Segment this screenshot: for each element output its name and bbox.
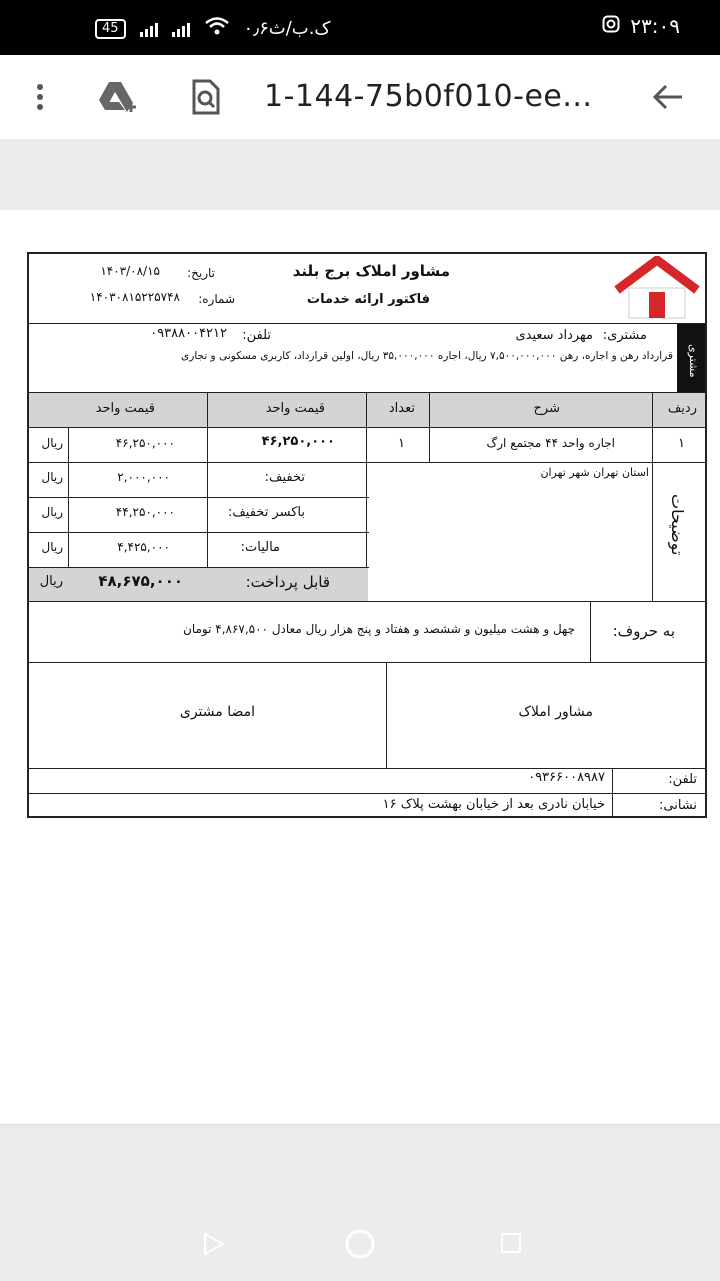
item-row-number: ۱	[678, 436, 685, 451]
header-unit-price: قیمت واحد	[265, 401, 325, 416]
clock: ۲۳:۰۹	[630, 14, 680, 38]
divider	[29, 793, 705, 794]
agent-signature-label: مشاور املاک	[518, 704, 593, 720]
divider	[29, 662, 705, 663]
viewer-top-gutter	[0, 139, 720, 210]
divider	[652, 393, 653, 601]
back-arrow-icon[interactable]	[646, 75, 690, 119]
header-unit-price-2: قیمت واحد	[95, 401, 155, 416]
divider	[429, 393, 430, 462]
divider	[29, 532, 369, 533]
header-desc: شرح	[533, 401, 560, 416]
customer-label: مشتری:	[602, 328, 647, 343]
divider	[29, 462, 705, 463]
contract-description: قرارداد رهن و اجاره، رهن ۷,۵۰۰,۰۰۰,۰۰۰ ریال، اجاره ۳۵,۰۰۰,۰۰۰ ریال، اولین قرارداد، کاربری مسکونی و تجاری	[181, 350, 673, 362]
status-bar	[0, 0, 720, 55]
battery-icon: 45	[95, 19, 126, 39]
tax-value: ۴,۴۲۵,۰۰۰	[117, 540, 170, 554]
address-label: نشانی:	[658, 798, 697, 813]
customer-section-tab	[677, 324, 705, 392]
after-discount-value: ۴۴,۲۵۰,۰۰۰	[115, 505, 175, 519]
payable-value: ۴۸,۶۷۵,۰۰۰	[98, 572, 183, 590]
customer-name: مهرداد سعیدی	[515, 328, 593, 343]
customer-phone-label: تلفن:	[242, 328, 271, 343]
customer-signature-label: امضا مشتری	[179, 704, 255, 720]
more-options-icon[interactable]	[18, 75, 62, 119]
item-description: اجاره واحد ۴۴ مجتمع ارگ	[486, 436, 615, 450]
address-text: خیابان نادری بعد از خیابان بهشت پلاک ۱۶	[382, 797, 605, 812]
invoice-document	[27, 252, 707, 818]
status-left	[95, 16, 331, 41]
divider	[386, 662, 387, 768]
header-row: ردیف	[667, 401, 697, 416]
words-text: چهل و هشت میلیون و ششصد و هفتاد و پنج هزار ریال معادل ۴,۸۶۷,۵۰۰ تومان	[183, 622, 575, 636]
app-bar	[0, 55, 720, 139]
item-total: ۴۶,۲۵۰,۰۰۰	[115, 436, 175, 450]
date-label: تاریخ:	[187, 266, 215, 280]
header-count: تعداد	[388, 401, 415, 416]
divider	[29, 427, 705, 428]
divider	[29, 323, 705, 324]
tax-label: مالیات:	[240, 540, 280, 555]
home-nav-icon[interactable]	[344, 1228, 376, 1264]
words-label: به حروف:	[612, 622, 675, 640]
house-logo-icon	[613, 256, 701, 320]
back-nav-icon[interactable]	[203, 1232, 225, 1260]
after-discount-label: باکسر تخفیف:	[227, 505, 305, 520]
discount-currency: ریال	[41, 470, 63, 484]
instagram-icon	[602, 14, 620, 38]
tax-currency: ریال	[41, 540, 63, 554]
customer-section-label: مشتری	[687, 344, 700, 378]
status-right	[602, 14, 680, 38]
drive-add-icon[interactable]	[96, 75, 140, 119]
invoice-date: ۱۴۰۳/۰۸/۱۵	[100, 264, 160, 278]
discount-value: ۲,۰۰۰,۰۰۰	[117, 470, 170, 484]
notes-text: استان تهران شهر تهران	[540, 466, 649, 479]
customer-phone: ۰۹۳۸۸۰۰۴۲۱۲	[150, 326, 227, 341]
discount-label: تخفیف:	[264, 470, 305, 485]
after-discount-currency: ریال	[41, 505, 63, 519]
company-name: مشاور املاک برج بلند	[292, 262, 450, 280]
invoice-subtitle: فاکتور ارائه خدمات	[307, 292, 430, 307]
network-speed: ۰٫۶ک.ب/ث	[243, 18, 331, 39]
recents-nav-icon[interactable]	[500, 1232, 522, 1258]
signal-icon-2	[172, 21, 190, 37]
item-unit-price: ۴۶,۲۵۰,۰۰۰	[261, 434, 335, 449]
number-label: شماره:	[198, 292, 235, 306]
file-title: 1-144-75b0f010-ee...	[264, 79, 593, 114]
payable-currency: ریال	[39, 574, 63, 589]
wifi-icon	[204, 16, 230, 41]
divider	[29, 497, 369, 498]
payable-label: قابل پرداخت:	[245, 573, 330, 591]
divider	[590, 601, 591, 662]
divider	[29, 768, 705, 769]
footer-phone: ۰۹۳۶۶۰۰۸۹۸۷	[528, 770, 605, 785]
notes-label: توضیحات	[668, 494, 687, 556]
footer-phone-label: تلفن:	[668, 772, 697, 787]
signal-icon	[140, 21, 158, 37]
item-currency: ریال	[41, 436, 63, 450]
search-in-file-icon[interactable]	[184, 75, 228, 119]
item-count: ۱	[398, 436, 405, 451]
invoice-number: ۱۴۰۳۰۸۱۵۲۲۵۷۴۸	[89, 290, 180, 304]
divider	[29, 601, 705, 602]
